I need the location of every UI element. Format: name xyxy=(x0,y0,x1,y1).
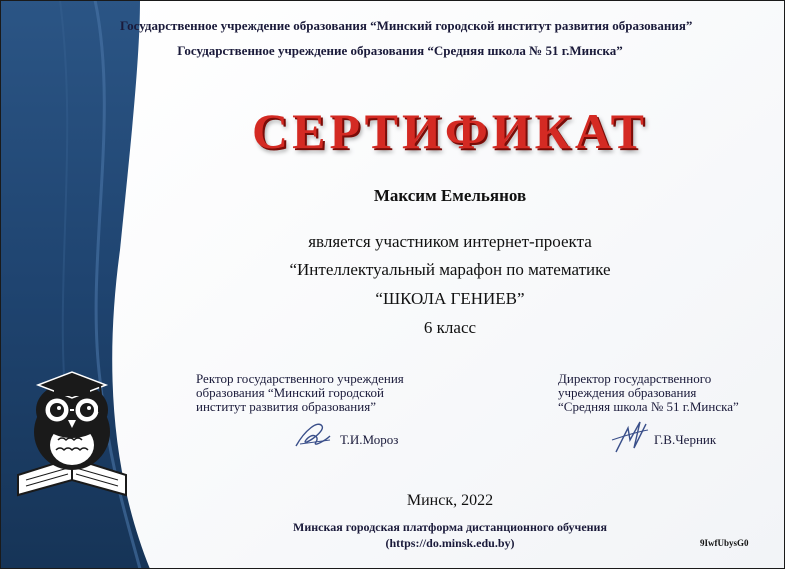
right-signatory-name: Г.В.Черник xyxy=(654,432,717,447)
recipient-name: Максим Емельянов xyxy=(373,186,527,205)
organizer-line-1: Государственное учреждение образования “Минский городской институт развития образования” xyxy=(120,18,693,33)
certificate-code: 9IwfUbysG0 xyxy=(700,538,749,548)
organizer-line-2: Государственное учреждение образования “Средняя школа № 51 г.Минска” xyxy=(177,43,623,58)
platform-url: (https://do.minsk.edu.by) xyxy=(385,536,515,550)
participation-text: является участником интернет-проекта xyxy=(308,232,592,251)
platform-name: Минская городская платформа дистанционного обучения xyxy=(293,520,607,534)
certificate-title: СЕРТИФИКАТ xyxy=(251,103,648,159)
left-signatory-name: Т.И.Мороз xyxy=(340,432,399,447)
right-signatory-position xyxy=(558,372,778,414)
grade-level: 6 класс xyxy=(423,318,477,337)
left-position-line-2: образования “Минский городской xyxy=(196,385,384,400)
right-position-line-2: учреждения образования xyxy=(558,385,697,400)
project-subtitle: “ШКОЛА ГЕНИЕВ” xyxy=(375,289,525,308)
right-position-line-3: “Средняя школа № 51 г.Минска” xyxy=(558,399,739,414)
project-name: “Интеллектуальный марафон по математике xyxy=(289,260,611,279)
left-signatory-position xyxy=(196,372,426,414)
right-position-line-1: Директор государственного xyxy=(558,371,712,386)
left-position-line-1: Ректор государственного учреждения xyxy=(196,371,404,386)
left-position-line-3: институт развития образования” xyxy=(196,399,376,414)
place-date: Минск, 2022 xyxy=(406,492,494,509)
